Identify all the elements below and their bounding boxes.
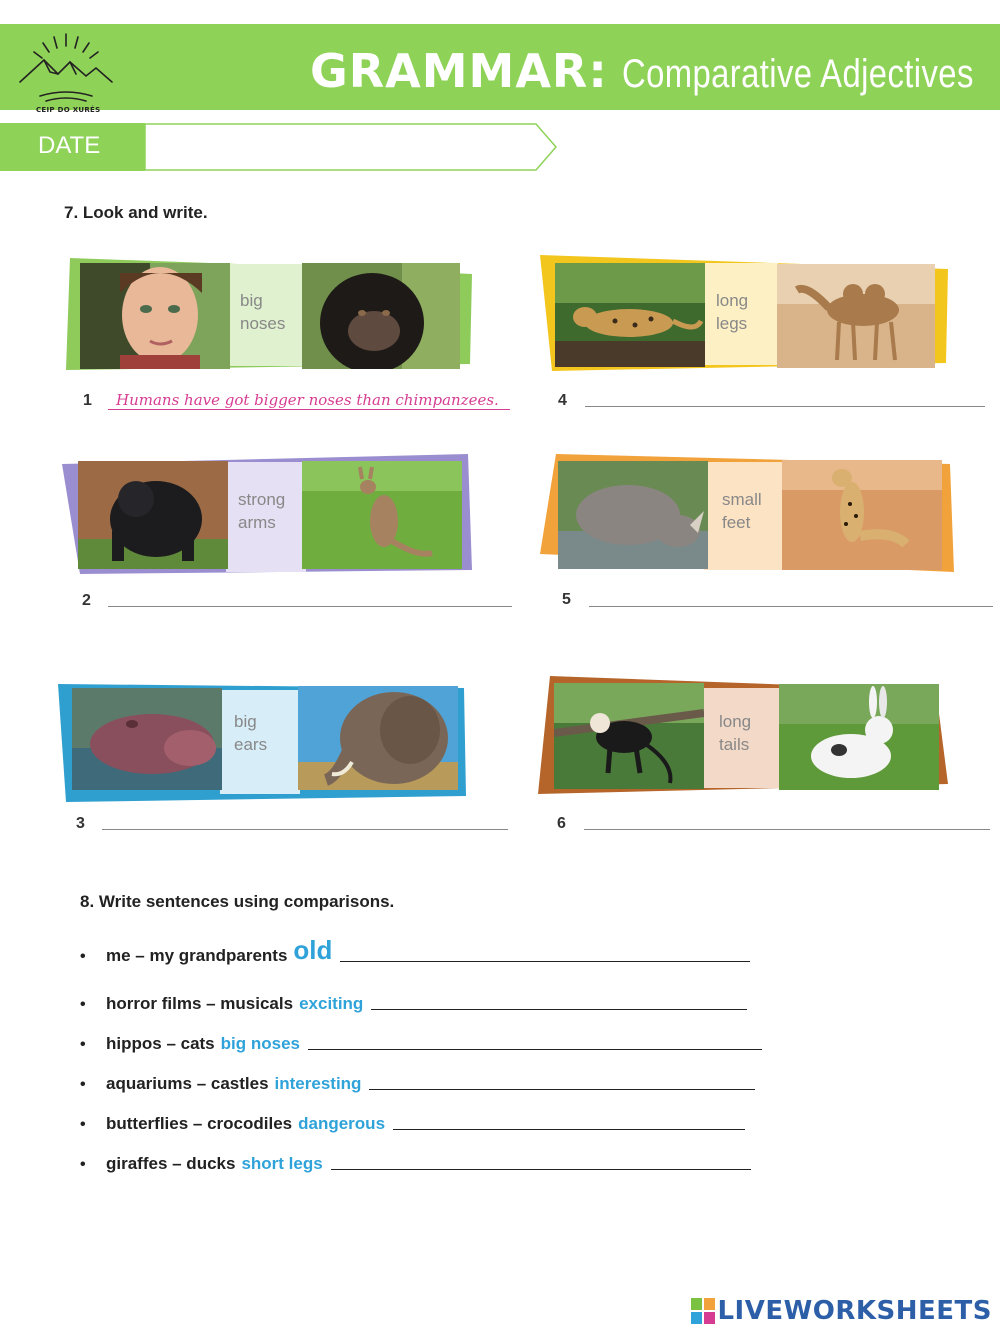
answer-text: Humans have got bigger noses than chimpanzees. [116, 391, 499, 409]
photo-rabbit [779, 684, 939, 790]
photo-monkey [554, 683, 704, 789]
adjective-label: strong arms [238, 490, 286, 532]
bullet-icon: • [80, 1116, 86, 1133]
photo-hippo [72, 688, 222, 790]
photo-girl [80, 263, 230, 369]
sentence-subject: horror films – musicals [106, 994, 294, 1013]
sentence-keyword: old [293, 935, 333, 965]
photo-leopard [555, 263, 705, 367]
page-title [310, 44, 1000, 104]
sentence-row [80, 1106, 745, 1134]
liveworksheets-footer [691, 1296, 992, 1326]
photo-gorilla [78, 461, 228, 569]
item-number: 5 [562, 591, 571, 608]
answer-line[interactable] [393, 1129, 745, 1130]
adjective-label: small feet [722, 490, 762, 532]
adjective-label: long legs [716, 291, 749, 333]
exercise-7-title: 7. Look and write. [64, 203, 208, 222]
adjective-label: long tails [719, 712, 752, 754]
sentence-keyword: interesting [274, 1074, 362, 1093]
sentence-row [80, 986, 747, 1014]
liveworksheets-brand[interactable]: LIVEWORKSHEETS [717, 1296, 992, 1326]
item-number: 2 [82, 592, 91, 609]
answer-line[interactable] [331, 1169, 751, 1170]
answer-line[interactable] [369, 1089, 755, 1090]
sentence-subject: giraffes – ducks [106, 1154, 236, 1173]
bullet-icon: • [80, 1156, 86, 1173]
bullet-icon: • [80, 1036, 86, 1053]
photo-rhino [558, 461, 708, 569]
sentence-keyword: dangerous [298, 1114, 386, 1133]
item-number: 3 [76, 815, 85, 832]
item-number: 4 [558, 392, 567, 409]
answer-line[interactable] [585, 406, 985, 407]
liveworksheets-logo-icon [691, 1298, 715, 1324]
item-number: 6 [557, 815, 566, 832]
bullet-icon: • [80, 1076, 86, 1093]
sentence-keyword: exciting [299, 994, 364, 1013]
sentence-row [80, 1066, 755, 1094]
photo-cheetah [782, 460, 942, 570]
sentence-subject: butterflies – crocodiles [106, 1114, 293, 1133]
bullet-icon: • [80, 948, 86, 965]
answer-line[interactable] [371, 1009, 747, 1010]
exercise-8-title: 8. Write sentences using comparisons. [80, 892, 395, 911]
item-number: 1 [83, 392, 92, 409]
title-subtitle: Comparative Adjectives [621, 52, 974, 96]
answer-line[interactable] [308, 1049, 762, 1050]
answer-line[interactable] [589, 606, 993, 607]
answer-line[interactable] [340, 961, 750, 962]
adjective-label: big ears [234, 712, 268, 754]
date-label: DATE [38, 132, 101, 159]
adjective-label: big noses [240, 291, 286, 333]
school-logo-icon [14, 30, 118, 106]
photo-elephant [298, 686, 458, 790]
photo-chimpanzee [302, 263, 460, 369]
page-header [0, 24, 1000, 114]
answer-line[interactable] [102, 829, 508, 830]
sentence-keyword: short legs [241, 1154, 323, 1173]
answer-line[interactable] [584, 829, 990, 830]
answer-line[interactable] [108, 606, 512, 607]
photo-kangaroo [302, 461, 462, 569]
sentence-keyword: big noses [220, 1034, 300, 1053]
bullet-icon: • [80, 996, 86, 1013]
sentence-row [80, 1146, 751, 1174]
sentence-subject: hippos – cats [106, 1034, 215, 1053]
title-main: GRAMMAR: [310, 44, 608, 98]
sentence-row [80, 935, 750, 966]
school-logo-text: CEIP DO XURÉS [36, 106, 101, 114]
answer-line[interactable] [108, 409, 510, 410]
sentence-subject: me – my grandparents [106, 946, 288, 965]
sentence-subject: aquariums – castles [106, 1074, 269, 1093]
sentence-row [80, 1026, 762, 1054]
photo-camel [777, 264, 935, 368]
